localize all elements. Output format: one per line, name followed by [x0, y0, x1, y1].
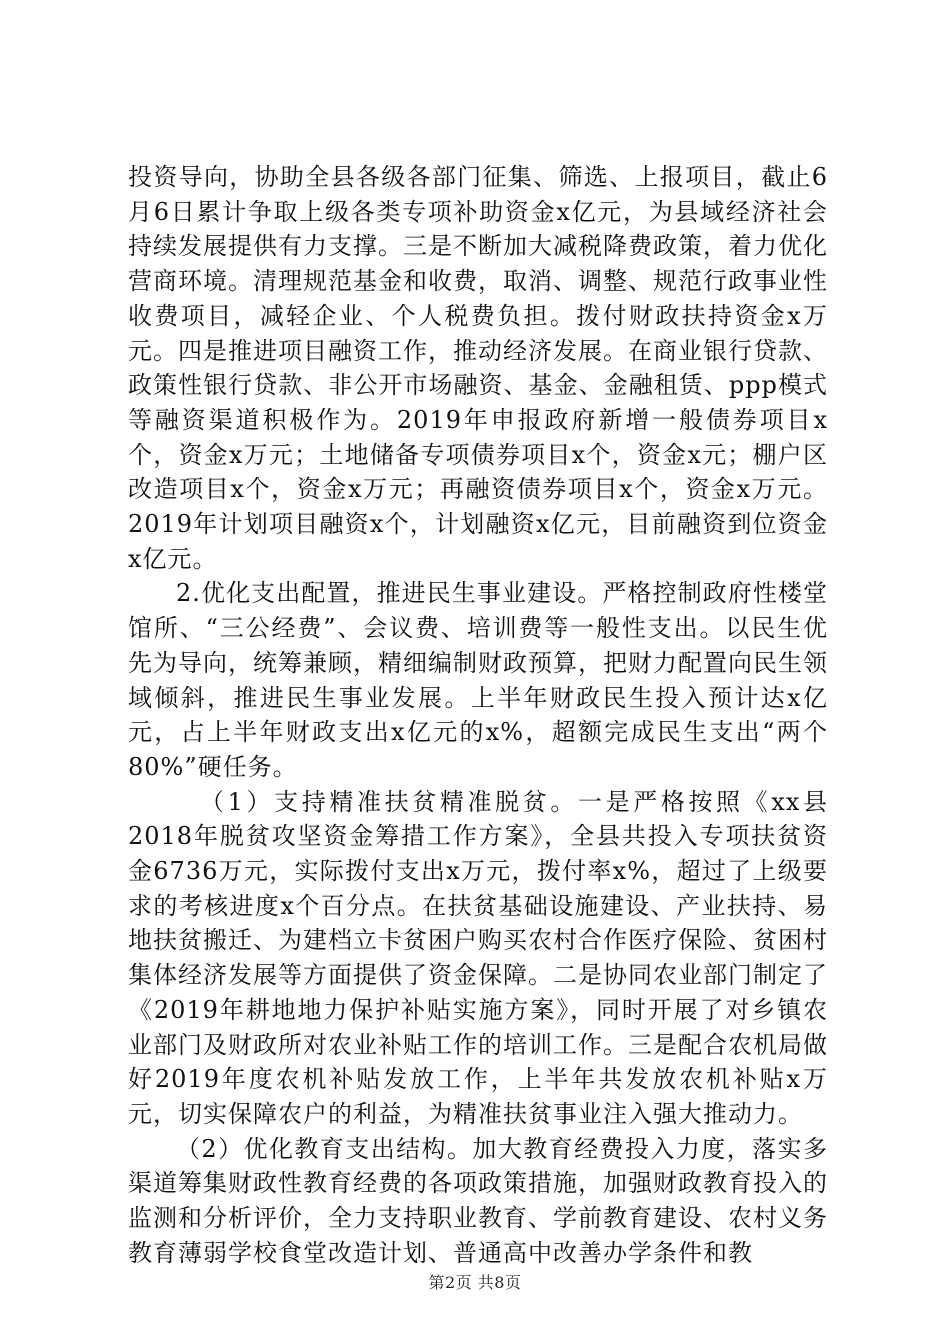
page-footer: 第2页 共8页 [428, 1273, 522, 1292]
paragraph-section-2: 2.优化支出配置，推进民生事业建设。严格控制政府性楼堂馆所、“三公经费”、会议费、培训费等一般性支出。以民生优先为导向，统筹兼顾，精细编制财政预算，把财力配置向民生领域倾斜，推进民生事业发展。上半年财政民生投入预计达x亿元，占上半年财政支出x亿元的x%，超额完成民生支出“两个80%”硬任务。 [128, 579, 828, 781]
paragraph-continuation: 投资导向，协助全县各级各部门征集、筛选、上报项目，截止6月6日累计争取上级各类专项补助资金x亿元，为县域经济社会持续发展提供有力支撑。三是不断加大减税降费政策，着力优化营商环境。清理规范基金和收费，取消、调整、规范行政事业性收费项目，减轻企业、个人税费负担。拨付财政扶持资金x万元。四是推进项目融资工作，推动经济发展。在商业银行贷款、政策性银行贷款、非公开市场融资、基金、金融租赁、ppp模式等融资渠道积极作为。2019年申报政府新增一般债券项目x个，资金x万元；土地储备专项债券项目x个，资金x元；棚户区改造项目x个，资金x万元；再融资债券项目x个，资金x万元。2019年计划项目融资x个，计划融资x亿元，目前融资到位资金x亿元。 [128, 163, 828, 573]
paragraph-item-1: （1）支持精准扶贫精准脱贫。一是严格按照《xx县2018年脱贫攻坚资金筹措工作方案》，全县共投入专项扶贫资金6736万元，实际拨付支出x万元，拨付率x%，超过了上级要求的考核进度x个百分点。在扶贫基础设施建设、产业扶持、易地扶贫搬迁、为建档立卡贫困户购买农村合作医疗保险、贫困村集体经济发展等方面提供了资金保障。二是协同农业部门制定了《2019年耕地地力保护补贴实施方案》，同时开展了对乡镇农业部门及财政所对农业补贴工作的培训工作。三是配合农机局做好2019年度农机补贴发放工作，上半年共发放农机补贴x万元，切实保障农户的利益，为精准扶贫事业注入强大推动力。 [128, 787, 828, 1128]
document-body [128, 160, 828, 1271]
paragraph-item-2: （2）优化教育支出结构。加大教育经费投入力度，落实多渠道筹集财政性教育经费的各项政策措施，加强财政教育投入的监测和分析评价，全力支持职业教育、学前教育建设、农村义务教育薄弱学校食堂改造计划、普通高中改善办学条件和教 [128, 1134, 828, 1267]
